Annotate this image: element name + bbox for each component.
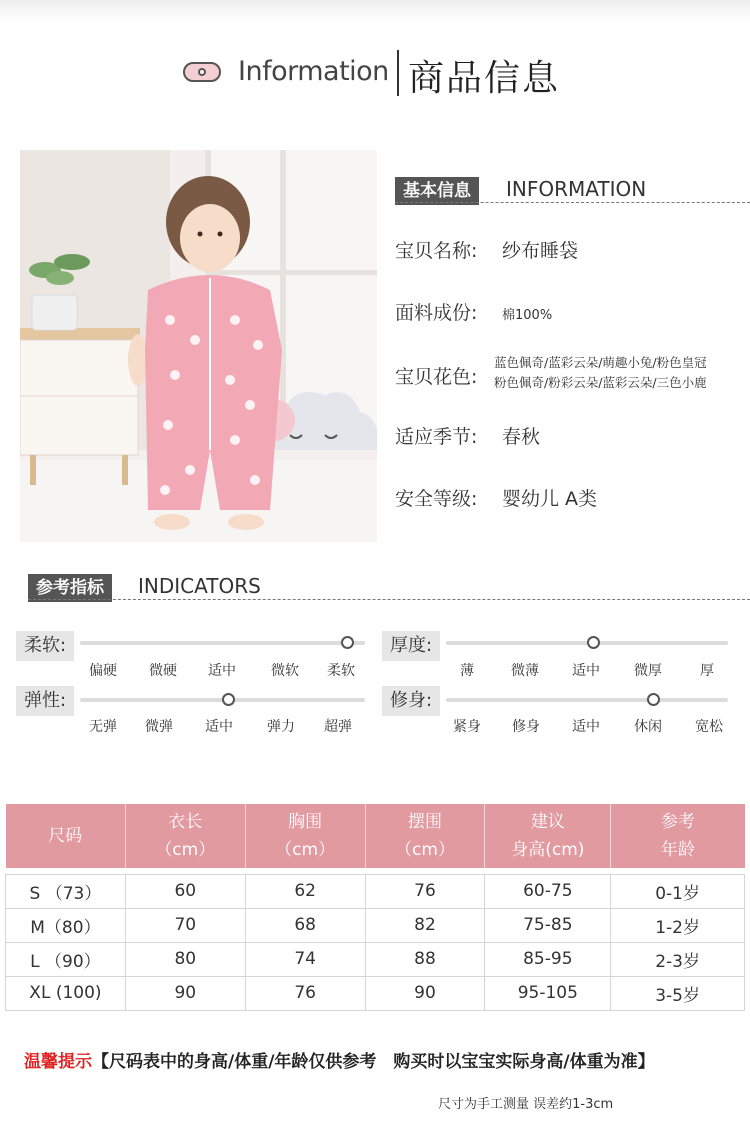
table-cell: 76 — [245, 976, 365, 1010]
page-header — [0, 48, 750, 98]
table-cell: 90 — [365, 976, 485, 1010]
indicator-tick: 紧身 — [453, 719, 481, 735]
info-value-colors-line1: 蓝色佩奇/蓝彩云朵/萌趣小兔/粉色皇冠 — [494, 355, 707, 370]
table-cell: 95-105 — [485, 976, 611, 1010]
indicators-section-title-en: INDICATORS — [138, 574, 261, 598]
indicator-knob-softness — [341, 636, 354, 649]
table-row — [6, 942, 745, 976]
indicator-track-softness — [80, 641, 365, 645]
info-key-fabric: 面料成份: — [395, 302, 478, 324]
table-cell: 85-95 — [485, 942, 611, 976]
info-key-name: 宝贝名称: — [395, 240, 478, 262]
table-cell: 74 — [245, 942, 365, 976]
indicator-tick: 适中 — [572, 719, 600, 735]
indicator-knob-thickness — [587, 636, 600, 649]
indicator-tick: 超弹 — [324, 719, 352, 735]
header-title-en: Information — [238, 56, 389, 87]
indicator-track-fit — [446, 698, 728, 702]
info-section-label: 基本信息 — [395, 177, 479, 205]
header-title-cn: 商品信息 — [408, 58, 561, 99]
table-cell: 60-75 — [485, 874, 611, 908]
indicator-tick: 微厚 — [634, 663, 662, 679]
size-table-header: 衣长 （cm） — [125, 804, 245, 868]
indicator-knob-fit — [647, 693, 660, 706]
indicator-tick: 柔软 — [327, 663, 355, 679]
indicator-label-thickness: 厚度: — [382, 631, 440, 661]
size-table-header: 胸围 （cm） — [245, 804, 365, 868]
warm-tip-label: 温馨提示 — [24, 1052, 92, 1072]
info-value-name: 纱布睡袋 — [502, 240, 579, 262]
info-value-season: 春秋 — [502, 426, 541, 448]
indicator-tick: 修身 — [512, 719, 540, 735]
table-cell: 90 — [125, 976, 245, 1010]
warm-tip-text: 【尺码表中的身高/体重/年龄仅供参考 购买时以宝宝实际身高/体重为准】 — [92, 1052, 655, 1072]
indicator-label-softness: 柔软: — [16, 631, 74, 661]
table-cell: S （73） — [6, 874, 126, 908]
indicator-tick: 微薄 — [511, 663, 539, 679]
indicator-tick: 适中 — [208, 663, 236, 679]
table-cell: 1-2岁 — [611, 908, 745, 942]
table-cell: 80 — [125, 942, 245, 976]
info-key-season: 适应季节: — [395, 426, 478, 448]
indicator-tick: 薄 — [460, 663, 474, 679]
info-key-colors: 宝贝花色: — [395, 366, 478, 388]
indicators-section-divider — [28, 599, 750, 600]
info-value-colors-line2: 粉色佩奇/粉彩云朵/蓝彩云朵/三色小鹿 — [494, 375, 707, 390]
indicator-tick: 微软 — [271, 663, 299, 679]
indicator-tick: 适中 — [205, 719, 233, 735]
table-cell: 60 — [125, 874, 245, 908]
size-table-header: 建议 身高(cm) — [485, 804, 611, 868]
table-row — [6, 874, 745, 908]
size-table — [5, 804, 745, 1011]
table-row — [6, 976, 745, 1010]
table-cell: XL (100) — [6, 976, 126, 1010]
indicator-knob-elasticity — [222, 693, 235, 706]
indicator-tick: 无弹 — [89, 719, 117, 735]
info-section-divider — [395, 202, 750, 203]
table-row — [6, 908, 745, 942]
indicator-tick: 微弹 — [145, 719, 173, 735]
table-cell: L （90） — [6, 942, 126, 976]
table-cell: 88 — [365, 942, 485, 976]
indicator-label-elasticity: 弹性: — [16, 686, 74, 716]
product-photo — [20, 150, 377, 542]
table-cell: 3-5岁 — [611, 976, 745, 1010]
header-divider — [397, 50, 399, 96]
measurement-note: 尺寸为手工测量 误差约1-3cm — [438, 1097, 614, 1112]
size-table-header: 尺码 — [6, 804, 126, 868]
info-value-fabric: 棉100% — [502, 308, 553, 323]
table-cell: 0-1岁 — [611, 874, 745, 908]
size-table-header: 摆围 （cm） — [365, 804, 485, 868]
indicator-tick: 微硬 — [149, 663, 177, 679]
top-shadow — [0, 0, 750, 22]
table-cell: 68 — [245, 908, 365, 942]
pill-icon — [183, 62, 221, 82]
indicator-tick: 休闲 — [634, 719, 662, 735]
indicator-tick: 宽松 — [695, 719, 723, 735]
table-cell: M（80） — [6, 908, 126, 942]
info-section-title-en: INFORMATION — [506, 177, 647, 201]
table-cell: 75-85 — [485, 908, 611, 942]
indicators-section-label: 参考指标 — [28, 574, 112, 602]
size-table-header: 参考 年龄 — [611, 804, 745, 868]
table-cell: 70 — [125, 908, 245, 942]
table-cell: 82 — [365, 908, 485, 942]
warm-tip — [24, 1047, 655, 1072]
info-key-safety: 安全等级: — [395, 488, 478, 510]
indicator-tick: 厚 — [700, 663, 714, 679]
indicator-tick: 弹力 — [267, 719, 295, 735]
table-cell: 62 — [245, 874, 365, 908]
indicator-tick: 适中 — [572, 663, 600, 679]
indicator-tick: 偏硬 — [89, 663, 117, 679]
info-value-safety: 婴幼儿 A类 — [502, 488, 598, 510]
table-cell: 76 — [365, 874, 485, 908]
table-cell: 2-3岁 — [611, 942, 745, 976]
indicator-label-fit: 修身: — [382, 686, 440, 716]
